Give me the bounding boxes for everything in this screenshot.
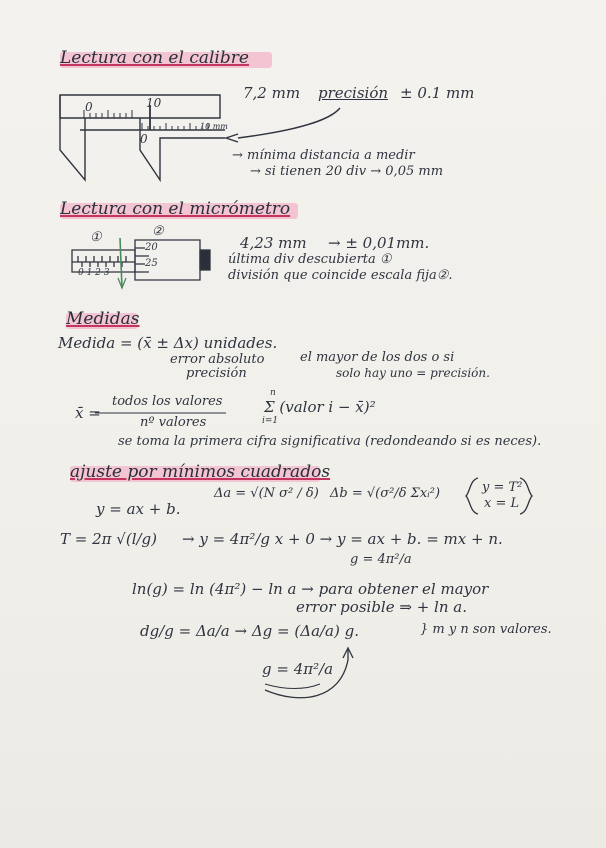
section-title-micrometro: Lectura con el micrómetro (60, 199, 291, 219)
caliper-label-10: 10 (146, 96, 162, 110)
brace-x: x = L (484, 496, 520, 511)
caliper-note-2: → si tienen 20 div → 0,05 mm (250, 164, 444, 179)
label-mayor: el mayor de los dos o si (300, 350, 455, 365)
m-n-note: } m y n son valores. (420, 622, 552, 637)
delta-b: Δb = √(σ²/δ Σxᵢ²) (330, 486, 441, 501)
linearization: → y = 4π²/g x + 0 → y = ax + b. = mx + n. (182, 530, 503, 548)
micro-scale-20: 20 (145, 242, 158, 253)
period-formula: T = 2π √(l/g) (60, 530, 157, 548)
caliper-reading: 7,2 mm (243, 84, 301, 102)
g-final: g = 4π²/a (262, 660, 334, 678)
cifra-note: se toma la primera cifra significativa (redondeando si es neces). (118, 434, 542, 449)
precision-label: precisión (318, 84, 389, 102)
ln-line: ln(g) = ln (4π²) − ln a → para obtener el mayor (132, 580, 489, 598)
section-title-ajuste: ajuste por mínimos cuadrados (70, 462, 331, 482)
sum-bottom: i=1 (262, 416, 279, 426)
section-title-medidas: Medidas (66, 309, 140, 329)
circle-label-2: ② (152, 224, 164, 239)
g-fraction: g = 4π²/a (350, 552, 412, 567)
delta-a: Δa = √(N σ² / δ) (214, 486, 319, 501)
label-solo: solo hay uno = precisión. (336, 366, 490, 380)
section-title-calibre: Lectura con el calibre (60, 48, 249, 68)
micro-line-1: última div descubierta ① (228, 252, 392, 267)
mean-denominator: nº valores (140, 415, 207, 430)
caliper-label-0b: 0 (140, 132, 148, 146)
medida-formula: Medida = (x̄ ± Δx) unidades. (58, 334, 278, 352)
ln-line-2: error posible ⇒ + ln a. (296, 598, 467, 616)
precision-value: ± 0.1 mm (400, 84, 475, 102)
circle-label-1: ① (90, 230, 102, 245)
micrometer-drawing (72, 238, 210, 288)
sum-expression: Σ (valor i − x̄)² (264, 398, 376, 416)
dg-relation: dg/g = Δa/a → Δg = (Δa/a) g. (140, 622, 359, 640)
label-error-absoluto: error absoluto (170, 352, 265, 367)
mean-lhs: x̄ = (75, 404, 101, 422)
micro-precision: → ± 0,01mm. (328, 234, 430, 252)
sum-top: n (270, 388, 276, 398)
caliper-label-0: 0 (85, 100, 93, 114)
caliper-label-10mm: 10 mm (200, 122, 228, 131)
mean-numerator: todos los valores (112, 394, 223, 409)
micro-scale-25: 25 (145, 258, 158, 269)
caliper-note-1: → mínima distancia a medir (232, 148, 415, 163)
line-equation: y = ax + b. (96, 500, 181, 518)
label-precision: precisión (186, 366, 247, 381)
micro-scale-main: 0 1 2 3 (78, 268, 110, 278)
brace-y: y = T² (482, 480, 523, 495)
micro-line-2: división que coincide escala fija②. (228, 268, 453, 283)
micro-reading: 4,23 mm (240, 234, 307, 252)
